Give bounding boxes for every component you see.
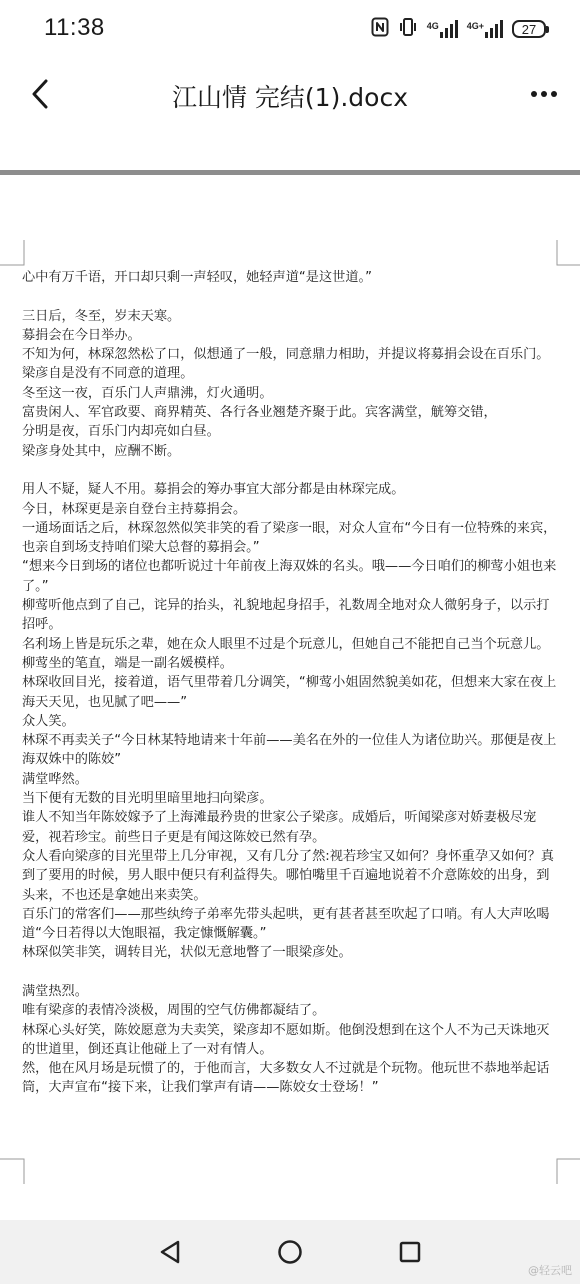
- document-paragraph: 一通场面话之后，林琛忽然似笑非笑的看了梁彦一眼，对众人宣布“今日有一位特殊的来宾，也亲自到场支持咱们梁大总督的募捐会。”: [22, 520, 557, 556]
- document-page[interactable]: [0, 175, 580, 1220]
- blank-line: [22, 287, 560, 306]
- document-paragraph: 募捐会在今日举办。: [22, 327, 141, 343]
- status-time: 11:38: [44, 14, 105, 41]
- nav-recents-icon: [398, 1240, 422, 1264]
- nav-recents-button[interactable]: [392, 1234, 428, 1270]
- document-paragraph: 冬至这一夜，百乐门人声鼎沸，灯火通明。: [22, 385, 273, 401]
- document-paragraph: 林琛收回目光，接着道，语气里带着几分调笑，“柳莺小姐固然貌美如花，但想来大家在夜上海天天见，也见腻了吧——”: [22, 675, 557, 710]
- document-paragraph: 百乐门的常客们——那些纨绔子弟率先带头起哄，更有甚者甚至吹起了口哨。有人大声吆喝道“今日若得以大饱眼福，我定慷慨解囊。”: [22, 906, 550, 942]
- nav-home-icon: [277, 1239, 303, 1265]
- document-paragraph: 梁彦身处其中，应酬不断。: [22, 443, 181, 459]
- page-corner-mark-bottom-left: [0, 1158, 26, 1184]
- signal-4g-label: 4G: [426, 21, 439, 31]
- title-bar: [0, 58, 580, 130]
- document-paragraph: 林琛似笑非笑，调转目光，状似无意地瞥了一眼梁彦处。: [22, 945, 352, 961]
- document-paragraph: 然，他在风月场是玩惯了的，于他而言，大多数女人不过就是个玩物。他玩世不恭地举起话筒，大声宣布“接下来，让我们掌声有请——陈姣女士登场！”: [22, 1061, 550, 1096]
- document-paragraph: 众人笑。: [22, 713, 75, 729]
- document-paragraph: “想来今日到场的诸位也都听说过十年前夜上海双姝的名头。哦——今日咱们的柳莺小姐也来了。”: [22, 559, 557, 594]
- blank-line: [22, 461, 560, 480]
- signal-4g-icon: [427, 20, 458, 38]
- more-dots-icon: [530, 90, 558, 98]
- document-paragraph: 柳莺听他点到了自己，诧异的抬头，礼貌地起身招手，礼数周全地对众人微躬身子，以示打招呼。: [22, 598, 550, 633]
- back-arrow-icon: [30, 79, 50, 109]
- back-button[interactable]: [20, 74, 60, 114]
- signal-4g-plus-label: 4G+: [466, 21, 484, 31]
- document-paragraph: 富贵闲人、军官政要、商界精英、各行各业翘楚齐聚于此。宾客满堂，觥筹交错，: [22, 405, 497, 421]
- document-paragraph: 用人不疑，疑人不用。募捐会的筹办事宜大部分都是由林琛完成。: [22, 482, 405, 498]
- battery-icon: [512, 20, 546, 38]
- page-corner-mark-top-left: [0, 240, 26, 266]
- document-paragraph: 不知为何，林琛忽然松了口，似想通了一般，同意鼎力相助，并提议将募捐会设在百乐门。: [22, 347, 550, 363]
- status-icons: [371, 16, 546, 42]
- document-paragraph: 林琛心头好笑，陈姣愿意为夫卖笑，梁彦却不愿如斯。他倒没想到在这个人不为己天诛地灭的世道里，倒还真让他碰上了一对有情人。: [22, 1022, 550, 1057]
- nav-home-button[interactable]: [272, 1234, 308, 1270]
- document-paragraph: 林琛不再卖关子“今日林某特地请来十年前——美名在外的一位佳人为诸位助兴。那便是夜上海双姝中的陈姣”: [22, 733, 557, 768]
- more-options-button[interactable]: [522, 74, 566, 114]
- document-paragraph: 心中有万千语，开口却只剩一声轻叹，她轻声道“是这世道。”: [22, 270, 372, 285]
- document-paragraph: 名利场上皆是玩乐之辈，她在众人眼里不过是个玩意儿，但她自己不能把自己当个玩意儿。柳莺坐的笔直，端是一副名媛模样。: [22, 636, 550, 671]
- document-paragraph: 当下便有无数的目光明里暗里地扫向梁彦。: [22, 791, 273, 807]
- watermark-text: @轻云吧: [528, 1264, 572, 1277]
- document-paragraph: 众人看向梁彦的目光里带上几分审视，又有几分了然:视若珍宝又如何？身怀重孕又如何？真到了要用的时候，男人眼中便只有利益得失。哪怕嘴里千百遍地说着不介意陈姣的出身，到头来，不也还是拿她出来卖笑。: [22, 848, 554, 903]
- signal-4g-plus-icon: [467, 20, 503, 38]
- page-corner-mark-top-right: [556, 240, 580, 266]
- vibrate-icon: [398, 17, 418, 41]
- document-paragraph: 唯有梁彦的表情冷淡极，周围的空气仿佛都凝结了。: [22, 1003, 326, 1019]
- document-paragraph: 今日，林琛更是亲自登台主持募捐会。: [22, 501, 247, 517]
- document-title: 江山情 完结(1).docx: [171, 83, 408, 112]
- nav-back-button[interactable]: [152, 1234, 188, 1270]
- document-paragraph: 分明是夜，百乐门内却亮如白昼。: [22, 424, 220, 440]
- navigation-bar: [0, 1220, 580, 1284]
- document-paragraph: 满堂哗然。: [22, 771, 88, 787]
- battery-level: 27: [521, 21, 537, 37]
- document-paragraph: 满堂热烈。: [22, 983, 88, 999]
- nav-back-icon: [158, 1239, 182, 1265]
- document-paragraph: 谁人不知当年陈姣嫁予了上海滩最矜贵的世家公子梁彦。成婚后，听闻梁彦对娇妻极尽宠爱，视若珍宝。前些日子更是有闻这陈姣已然有孕。: [22, 810, 537, 845]
- status-bar: [0, 0, 580, 58]
- document-paragraph: 三日后，冬至，岁末天寒。: [22, 308, 181, 324]
- page-corner-mark-bottom-right: [556, 1158, 580, 1184]
- document-paragraph: 梁彦自是没有不同意的道理。: [22, 366, 194, 382]
- nfc-icon: [371, 17, 389, 41]
- blank-line: [22, 963, 560, 982]
- document-body: [22, 268, 560, 1098]
